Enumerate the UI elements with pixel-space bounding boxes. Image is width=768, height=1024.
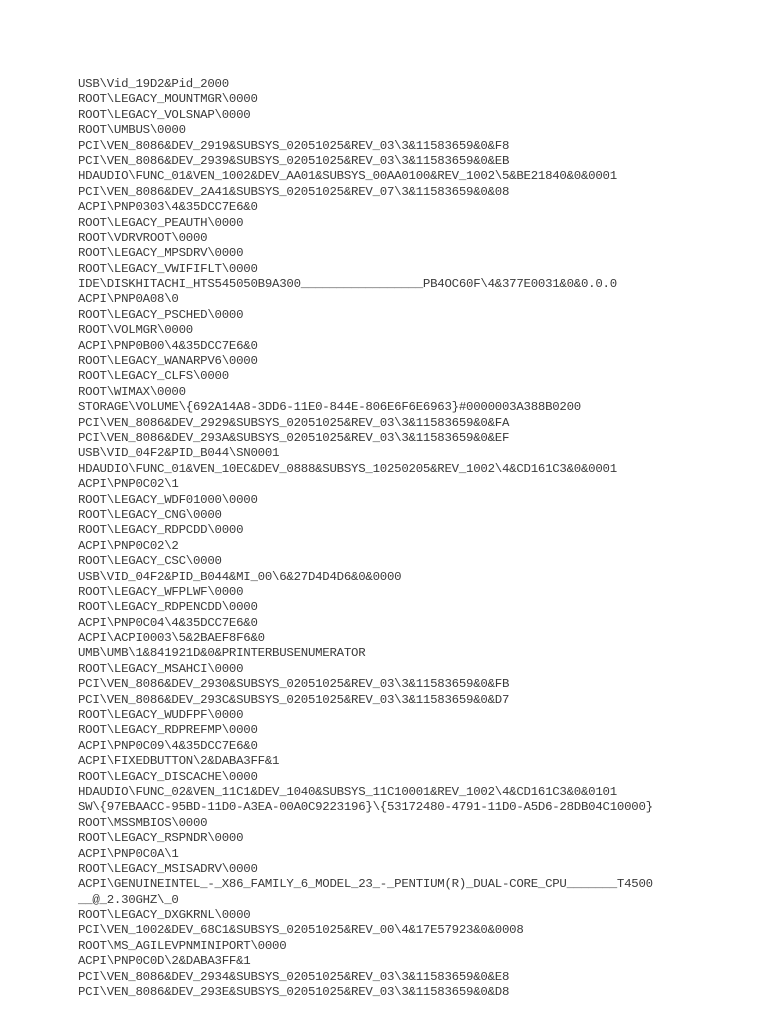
device-id-line: PCI\VEN_8086&DEV_2A41&SUBSYS_02051025&REV_07\3&11583659&0&08 xyxy=(78,184,510,199)
device-id-line: IDE\DISKHITACHI_HTS545050B9A300_________________PB4OC60F\4&377E0031&0&0.0.0 xyxy=(78,277,617,292)
device-id-line: ACPI\PNP0A08\0 xyxy=(78,292,179,307)
device-id-line: PCI\VEN_8086&DEV_293A&SUBSYS_02051025&REV_03\3&11583659&0&EF xyxy=(78,430,510,445)
device-id-line: ACPI\ACPI0003\5&2BAEF8F6&0 xyxy=(78,631,265,646)
device-id-line: ROOT\WIMAX\0000 xyxy=(78,384,186,399)
device-id-line: ROOT\LEGACY_RDPENCDD\0000 xyxy=(78,600,258,615)
device-id-line: ROOT\VOLMGR\0000 xyxy=(78,323,193,338)
device-id-line: ACPI\PNP0303\4&35DCC7E6&0 xyxy=(78,200,258,215)
device-id-line: ROOT\LEGACY_WUDFPF\0000 xyxy=(78,708,244,723)
device-id-line: ROOT\LEGACY_PSCHED\0000 xyxy=(78,307,244,322)
device-id-line: ROOT\LEGACY_WFPLWF\0000 xyxy=(78,584,244,599)
device-id-line: ROOT\LEGACY_MOUNTMGR\0000 xyxy=(78,92,258,107)
device-id-line: ROOT\LEGACY_VOLSNAP\0000 xyxy=(78,107,251,122)
device-id-line: PCI\VEN_8086&DEV_2929&SUBSYS_02051025&REV_03\3&11583659&0&FA xyxy=(78,415,510,430)
device-id-line: ROOT\LEGACY_CNG\0000 xyxy=(78,507,222,522)
device-id-line: USB\VID_04F2&PID_B044\SN0001 xyxy=(78,446,280,461)
device-id-line: PCI\VEN_8086&DEV_293C&SUBSYS_02051025&REV_03\3&11583659&0&D7 xyxy=(78,692,510,707)
device-id-line: HDAUDIO\FUNC_02&VEN_11C1&DEV_1040&SUBSYS_11C10001&REV_1002\4&CD161C3&0&0101 xyxy=(78,784,617,799)
device-id-line: STORAGE\VOLUME\{692A14A8-3DD6-11E0-844E-806E6F6E6963}#0000003A388B0200 xyxy=(78,400,581,415)
device-id-line: PCI\VEN_8086&DEV_2919&SUBSYS_02051025&REV_03\3&11583659&0&F8 xyxy=(78,138,510,153)
device-id-line: USB\Vid_19D2&Pid_2000 xyxy=(78,77,229,91)
device-id-line: ROOT\LEGACY_DXGKRNL\0000 xyxy=(78,908,251,923)
device-id-list xyxy=(78,77,758,1000)
device-id-line: ROOT\LEGACY_PEAUTH\0000 xyxy=(78,215,244,230)
device-id-line: ACPI\PNP0B00\4&35DCC7E6&0 xyxy=(78,338,258,353)
device-id-line: PCI\VEN_8086&DEV_2939&SUBSYS_02051025&REV_03\3&11583659&0&EB xyxy=(78,153,510,168)
device-id-line: SW\{97EBAACC-95BD-11D0-A3EA-00A0C9223196}\{53172480-4791-11D0-A5D6-28DB04C10000} xyxy=(78,800,653,815)
device-id-line: ROOT\LEGACY_RDPCDD\0000 xyxy=(78,523,244,538)
device-id-line: UMB\UMB\1&841921D&0&PRINTERBUSENUMERATOR xyxy=(78,646,366,661)
device-id-line: USB\VID_04F2&PID_B044&MI_00\6&27D4D4D6&0&0000 xyxy=(78,569,402,584)
device-id-line: ROOT\VDRVROOT\0000 xyxy=(78,230,208,245)
device-id-line: ACPI\PNP0C0A\1 xyxy=(78,846,179,861)
device-id-line: HDAUDIO\FUNC_01&VEN_10EC&DEV_0888&SUBSYS_10250205&REV_1002\4&CD161C3&0&0001 xyxy=(78,461,617,476)
device-id-line: ROOT\LEGACY_CSC\0000 xyxy=(78,554,222,569)
device-id-line: ROOT\LEGACY_DISCACHE\0000 xyxy=(78,769,258,784)
device-id-line: ROOT\LEGACY_RSPNDR\0000 xyxy=(78,831,244,846)
device-id-line: ROOT\LEGACY_CLFS\0000 xyxy=(78,369,229,384)
device-id-line: ROOT\MS_AGILEVPNMINIPORT\0000 xyxy=(78,938,287,953)
device-id-line: ACPI\PNP0C02\1 xyxy=(78,477,179,492)
device-id-line: ROOT\MSSMBIOS\0000 xyxy=(78,815,208,830)
device-id-line: HDAUDIO\FUNC_01&VEN_1002&DEV_AA01&SUBSYS_00AA0100&REV_1002\5&BE21840&0&0001 xyxy=(78,169,617,184)
device-id-line: ACPI\PNP0C04\4&35DCC7E6&0 xyxy=(78,615,258,630)
device-id-line: PCI\VEN_8086&DEV_2934&SUBSYS_02051025&REV_03\3&11583659&0&E8 xyxy=(78,969,510,984)
device-id-line: PCI\VEN_8086&DEV_293E&SUBSYS_02051025&REV_03\3&11583659&0&D8 xyxy=(78,985,510,1000)
device-id-line: ACPI\PNP0C02\2 xyxy=(78,538,179,553)
device-id-line: PCI\VEN_1002&DEV_68C1&SUBSYS_02051025&REV_00\4&17E57923&0&0008 xyxy=(78,923,524,938)
device-id-line: ROOT\LEGACY_RDPREFMP\0000 xyxy=(78,723,258,738)
device-id-line: ROOT\UMBUS\0000 xyxy=(78,123,186,138)
device-id-line: ROOT\LEGACY_VWIFIFLT\0000 xyxy=(78,261,258,276)
device-id-line: ACPI\GENUINEINTEL_-_X86_FAMILY_6_MODEL_23_-_PENTIUM(R)_DUAL-CORE_CPU_______T4500 xyxy=(78,877,653,892)
device-id-line: ACPI\PNP0C0D\2&DABA3FF&1 xyxy=(78,954,251,969)
device-id-line: ROOT\LEGACY_WANARPV6\0000 xyxy=(78,354,258,369)
device-id-line: ROOT\LEGACY_WDF01000\0000 xyxy=(78,492,258,507)
device-id-line: ACPI\PNP0C09\4&35DCC7E6&0 xyxy=(78,738,258,753)
device-id-line: ACPI\FIXEDBUTTON\2&DABA3FF&1 xyxy=(78,754,280,769)
device-id-line: __@_2.30GHZ\_0 xyxy=(78,892,179,907)
device-id-line: ROOT\LEGACY_MPSDRV\0000 xyxy=(78,246,244,261)
device-id-line: ROOT\LEGACY_MSAHCI\0000 xyxy=(78,661,244,676)
device-id-line: ROOT\LEGACY_MSISADRV\0000 xyxy=(78,861,258,876)
device-id-line: PCI\VEN_8086&DEV_2930&SUBSYS_02051025&REV_03\3&11583659&0&FB xyxy=(78,677,510,692)
